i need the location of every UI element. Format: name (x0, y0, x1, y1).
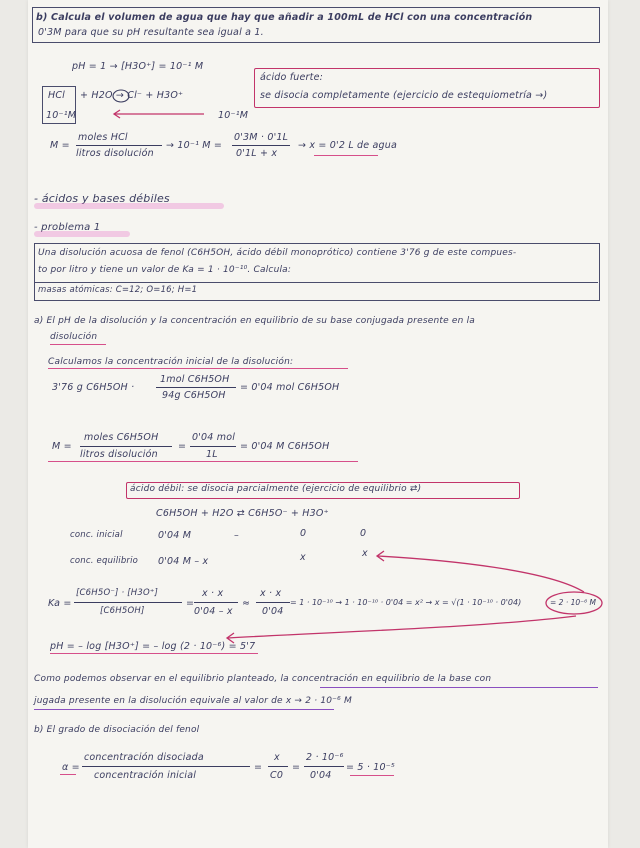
ph-equation: pH = 1 → [H3O⁺] = 10⁻¹ M (72, 61, 204, 72)
alpha-eq1: = (254, 762, 263, 773)
row2-d: x (362, 548, 368, 559)
molarity-den: litros disolución (76, 148, 154, 159)
m-num: moles C6H5OH (84, 432, 159, 443)
molarity-result: → x = 0'2 L de agua (298, 140, 398, 151)
annotation-arrows (28, 0, 608, 848)
ka-num3: x · x (260, 588, 282, 599)
ka-num2: x · x (202, 588, 224, 599)
ka-den2: 0'04 – x (194, 606, 233, 617)
row1-d: 0 (360, 528, 367, 539)
molarity-num2: 0'3M · 0'1L (234, 132, 289, 143)
ka-num: [C6H5O⁻] · [H3O⁺] (76, 588, 159, 598)
m-left: M = (52, 441, 72, 452)
notebook-page (28, 0, 608, 848)
ph-line: pH = – log [H3O⁺] = – log (2 · 10⁻⁶) = 5'7 (50, 641, 256, 652)
alpha-num3: 2 · 10⁻⁶ (306, 752, 344, 763)
ka-den: [C6H5OH] (100, 606, 145, 616)
observation-line2: jugada presente en la disolución equivale al valor de x → 2 · 10⁻⁶ M (34, 696, 352, 706)
part-b2-title: b) El grado de disociación del fenol (34, 725, 200, 735)
ka-approx: ≈ (242, 598, 251, 609)
statement-line3: masas atómicas: C=12; O=16; H=1 (38, 285, 198, 295)
equilibrium-header: C6H5OH + H2O ⇄ C6H5O⁻ + H3O⁺ (156, 508, 329, 519)
weak-acid-text: ácido débil: se disocia parcialmente (ejercicio de equilibrio ⇄) (130, 484, 422, 494)
alpha-den3: 0'04 (310, 770, 332, 781)
part-b-line1: b) Calcula el volumen de agua que hay que añadir a 100mL de HCl con una concentración (36, 12, 533, 23)
conc-right: 10⁻¹M (218, 110, 249, 121)
mass-result: = 0'04 mol C6H5OH (240, 382, 340, 393)
section-title: - ácidos y bases débiles (34, 192, 170, 205)
part-b-line2: 0'3M para que su pH resultante sea igual a 1. (38, 27, 264, 38)
alpha-result: = 5 · 10⁻⁵ (346, 762, 395, 773)
mass-den: 94g C6H5OH (162, 390, 226, 401)
molarity-den2: 0'1L + x (236, 148, 278, 159)
ka-result: = 2 · 10⁻⁶ M (550, 598, 596, 607)
statement-line2: to por litro y tiene un valor de Ka = 1 · 10⁻¹⁰. Calcula: (38, 265, 292, 275)
problem-title: - problema 1 (34, 222, 101, 233)
calc-title: Calculamos la concentración inicial de la disolución: (48, 357, 294, 367)
m-result: = 0'04 M C6H5OH (240, 441, 330, 452)
part-a-line1: a) El pH de la disolución y la concentración en equilibrio de su base conjugada presente en la (34, 316, 475, 326)
molarity-arrow: → 10⁻¹ M = (166, 140, 223, 151)
ka-rest: = 1 · 10⁻¹⁰ → 1 · 10⁻¹⁰ · 0'04 = x² → x = √(1 · 10⁻¹⁰ · 0'04) (290, 598, 522, 607)
row1-b: – (234, 530, 239, 541)
molarity-left: M = (50, 140, 70, 151)
alpha-label: α = (62, 762, 80, 773)
row2-a: 0'04 M – x (158, 556, 209, 567)
row1-c: 0 (300, 528, 307, 539)
reaction-hcl: HCl (48, 90, 66, 101)
m-den: litros disolución (80, 449, 158, 460)
strong-acid-text: se disocia completamente (ejercicio de estequiometría →) (260, 90, 548, 101)
strong-acid-title: ácido fuerte: (260, 72, 324, 83)
reaction-rest: + H2O → Cl⁻ + H3O⁺ (80, 90, 184, 101)
alpha-num2: x (274, 752, 280, 763)
m-den2: 1L (206, 449, 218, 460)
ka-den3: 0'04 (262, 606, 284, 617)
row1-a: 0'04 M (158, 530, 192, 541)
part-a-line2: disolución (50, 332, 98, 342)
ka-eq1: = (186, 598, 195, 609)
alpha-num: concentración disociada (84, 752, 204, 763)
alpha-den2: C0 (270, 770, 284, 781)
ka-left: Ka = (48, 598, 72, 609)
m-num2: 0'04 mol (192, 432, 236, 443)
mass-num: 1mol C6H5OH (160, 374, 230, 385)
alpha-eq2: = (292, 762, 301, 773)
row1-label: conc. inicial (70, 530, 123, 540)
conc-left: 10⁻¹M (46, 110, 77, 121)
alpha-den: concentración inicial (94, 770, 197, 781)
observation-line1: Como podemos observar en el equilibrio planteado, la concentración en equilibrio de la base con (34, 674, 492, 684)
row2-c: x (300, 552, 306, 563)
m-eq: = (178, 441, 187, 452)
molarity-num: moles HCl (78, 132, 128, 143)
statement-line1: Una disolución acuosa de fenol (C6H5OH, ácido débil monoprótico) contiene 3'76 g de este compues- (38, 248, 517, 258)
mass-left: 3'76 g C6H5OH · (52, 382, 135, 393)
row2-label: conc. equilibrio (70, 556, 139, 566)
